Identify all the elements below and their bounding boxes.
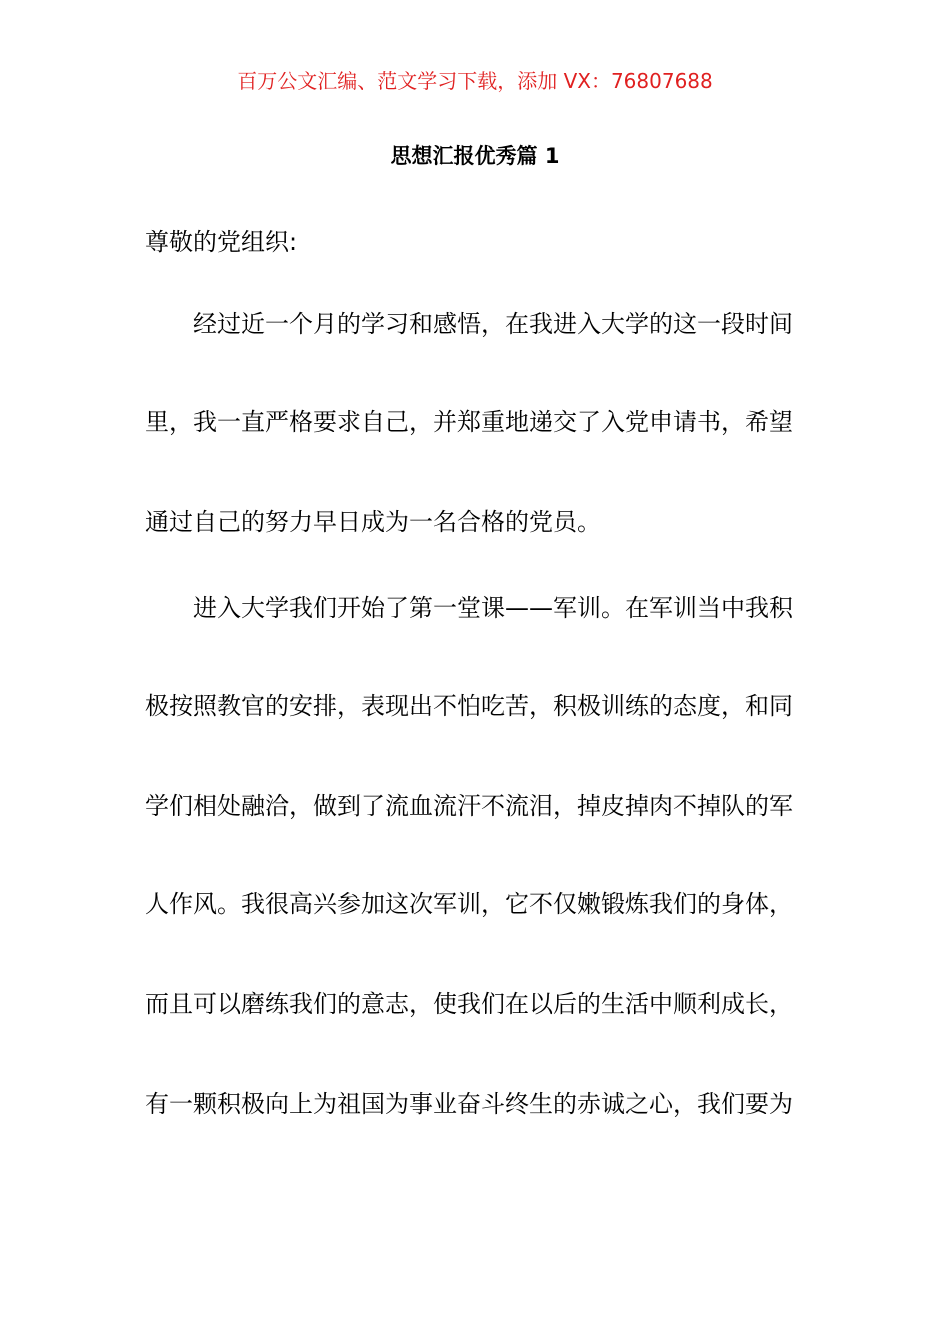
document-title: 思想汇报优秀篇 1 (390, 144, 560, 168)
salutation: 尊敬的党组织: (145, 228, 298, 256)
body-line-5: 极按照教官的安排，表现出不怕吃苦，积极训练的态度，和同 (145, 692, 793, 720)
body-line-8: 而且可以磨练我们的意志，使我们在以后的生活中顺利成长， (145, 990, 793, 1018)
body-line-6: 学们相处融洽，做到了流血流汗不流泪，掉皮掉肉不掉队的军 (145, 792, 793, 820)
body-line-1: 经过近一个月的学习和感悟，在我进入大学的这一段时间 (145, 310, 793, 338)
body-line-9: 有一颗积极向上为祖国为事业奋斗终生的赤诚之心，我们要为 (145, 1090, 793, 1118)
body-line-4: 进入大学我们开始了第一堂课——军训。在军训当中我积 (145, 594, 793, 622)
header-contact-line: 百万公文汇编、范文学习下载，添加 VX：76807688 (237, 69, 713, 93)
body-line-2: 里，我一直严格要求自己，并郑重地递交了入党申请书，希望 (145, 408, 793, 436)
body-line-3: 通过自己的努力早日成为一名合格的党员。 (145, 508, 601, 536)
body-line-7: 人作风。我很高兴参加这次军训，它不仅嫩锻炼我们的身体， (145, 890, 793, 918)
